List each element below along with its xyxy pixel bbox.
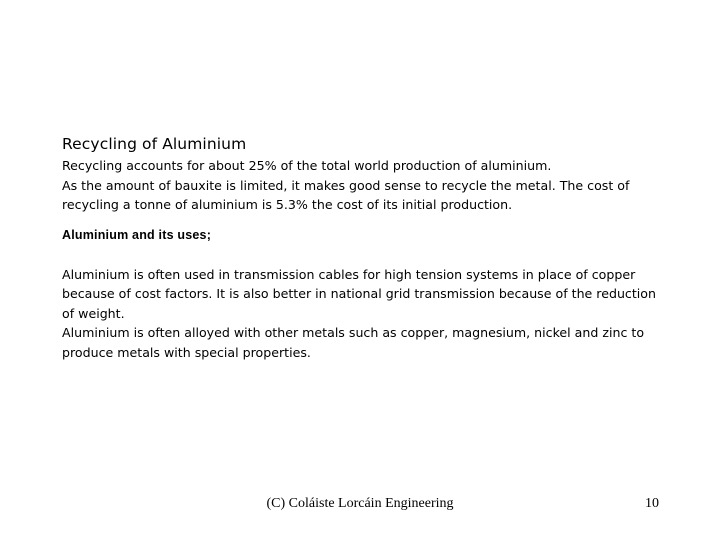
paragraph-line: Recycling accounts for about 25% of the total world production of aluminium. xyxy=(62,158,552,173)
paragraph-line: because of cost factors. It is also better in national grid transmission because of the reduction xyxy=(62,286,656,301)
paragraph-line: produce metals with special properties. xyxy=(62,344,311,360)
paragraph-line: Aluminium is often alloyed with other metals such as copper, magnesium, nickel and zinc to xyxy=(62,325,645,340)
recycling-paragraph xyxy=(62,156,662,215)
paragraph-line: Aluminium is often used in transmission cables for high tension systems in place of copper xyxy=(62,266,636,282)
uses-subheading: Aluminium and its uses; xyxy=(62,227,212,242)
paragraph-line: recycling a tonne of aluminium is 5.3% the cost of its initial production. xyxy=(62,197,513,212)
uses-paragraph xyxy=(62,265,662,363)
page-number: 10 xyxy=(645,496,659,511)
slide-title: Recycling of Aluminium xyxy=(62,135,247,153)
paragraph-line: of weight. xyxy=(62,305,125,321)
slide-content xyxy=(62,134,662,362)
footer-text: (C) Coláiste Lorcáin Engineering xyxy=(266,496,454,511)
paragraph-line: As the amount of bauxite is limited, it makes good sense to recycle the metal. The cost of xyxy=(62,177,630,193)
